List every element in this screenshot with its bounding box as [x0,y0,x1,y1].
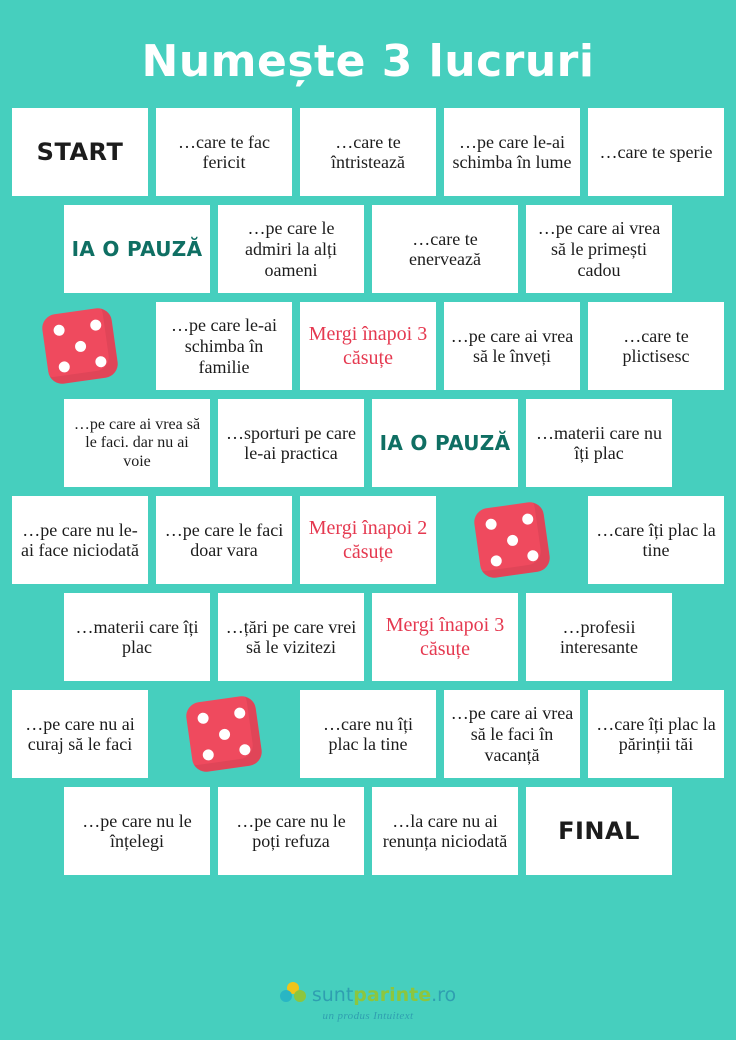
cell-start[interactable] [12,108,148,196]
cell-prompt[interactable] [218,787,364,875]
cell-prompt[interactable] [218,399,364,487]
cell-label: …sporturi pe care le-ai practica [226,422,356,464]
cell-label: …pe care ai vrea să le înveți [450,325,574,367]
cell-move-back[interactable] [300,302,436,390]
cell-label: Mergi înapoi 2 căsuțe [308,517,428,564]
cell-prompt[interactable] [12,690,148,778]
cell-label: START [36,137,124,166]
flower-logo-icon [280,982,306,1008]
cell-prompt[interactable] [588,690,724,778]
cell-label: …pe care le faci doar vara [164,519,284,561]
cell-prompt[interactable] [300,108,436,196]
cell-prompt[interactable] [372,205,518,293]
brand-name [312,984,456,1006]
footer [0,982,736,1022]
brand-logo[interactable] [0,982,736,1008]
cell-prompt[interactable] [444,108,580,196]
cell-label: …pe care ai vrea să le faci. dar nu ai voie [73,415,201,470]
cell-take-a-break[interactable] [64,205,210,293]
brand-prefix: sunt [311,984,354,1006]
cell-label: IA O PAUZĂ [379,430,511,455]
cell-label: …la care nu ai renunța niciodată [382,810,508,852]
page-title: Numește 3 lucruri [141,36,595,87]
cell-label: Mergi înapoi 3 căsuțe [385,614,505,661]
cell-label: …materii care îți plac [75,616,199,658]
cell-prompt[interactable] [156,302,292,390]
cell-label: …pe care nu le poți refuza [236,810,346,852]
board-row [8,496,728,584]
cell-label: …pe care le admiri la alți oameni [245,218,337,280]
cell-move-back[interactable] [372,593,518,681]
cell-dice [156,690,292,778]
cell-label: IA O PAUZĂ [71,236,203,261]
cell-label: …care te sperie [599,142,713,163]
cell-prompt[interactable] [588,302,724,390]
cell-label: …pe care nu le înțelegi [82,810,192,852]
cell-label: …care nu îți plac la tine [323,713,413,755]
cell-prompt[interactable] [588,108,724,196]
cell-label: …pe care le-ai schimba în familie [171,315,277,377]
cell-label: …care te enervează [409,228,481,270]
cell-label: …care te plictisesc [622,325,690,367]
cell-dice [444,496,580,584]
cell-dice [12,302,148,390]
dice-icon [184,695,263,774]
dice-icon [40,307,119,386]
cell-label: …care te fac fericit [178,131,270,173]
board-row [8,302,728,390]
cell-label: …care îți plac la tine [596,519,716,561]
brand-tagline: un produs Intuitext [322,1010,414,1022]
brand-bold: parinte [353,984,432,1006]
cell-prompt[interactable] [218,593,364,681]
cell-prompt[interactable] [156,496,292,584]
cell-prompt[interactable] [526,399,672,487]
cell-label: Mergi înapoi 3 căsuțe [308,323,428,370]
cell-prompt[interactable] [218,205,364,293]
board-row [8,108,728,196]
cell-final[interactable] [526,787,672,875]
cell-label: …țări pe care vrei să le vizitezi [225,616,357,658]
cell-prompt[interactable] [588,496,724,584]
cell-label: …materii care nu îți plac [536,422,662,464]
cell-prompt[interactable] [64,399,210,487]
cell-prompt[interactable] [156,108,292,196]
board-row [8,787,728,875]
board [0,108,736,875]
board-row [8,399,728,487]
cell-label: …pe care ai vrea să le primești cadou [537,218,661,280]
board-row [8,205,728,293]
cell-label: …pe care nu le-ai face niciodată [21,519,139,561]
cell-label: FINAL [558,816,640,845]
cell-prompt[interactable] [444,690,580,778]
cell-prompt[interactable] [526,593,672,681]
cell-take-a-break[interactable] [372,399,518,487]
board-row [8,593,728,681]
cell-label: …pe care ai vrea să le faci în vacanță [450,703,574,765]
cell-move-back[interactable] [300,496,436,584]
dice-icon [472,501,551,580]
cell-prompt[interactable] [372,787,518,875]
board-row [8,690,728,778]
cell-label: …profesii interesante [560,616,638,658]
cell-prompt[interactable] [64,593,210,681]
cell-label: …pe care nu ai curaj să le faci [25,713,135,755]
cell-label: …care te întristează [331,131,405,173]
cell-label: …care îți plac la părinții tăi [596,713,716,755]
cell-label: …pe care le-ai schimba în lume [452,131,572,173]
cell-prompt[interactable] [444,302,580,390]
cell-prompt[interactable] [64,787,210,875]
cell-prompt[interactable] [12,496,148,584]
cell-prompt[interactable] [526,205,672,293]
brand-suffix: .ro [431,984,457,1006]
cell-prompt[interactable] [300,690,436,778]
